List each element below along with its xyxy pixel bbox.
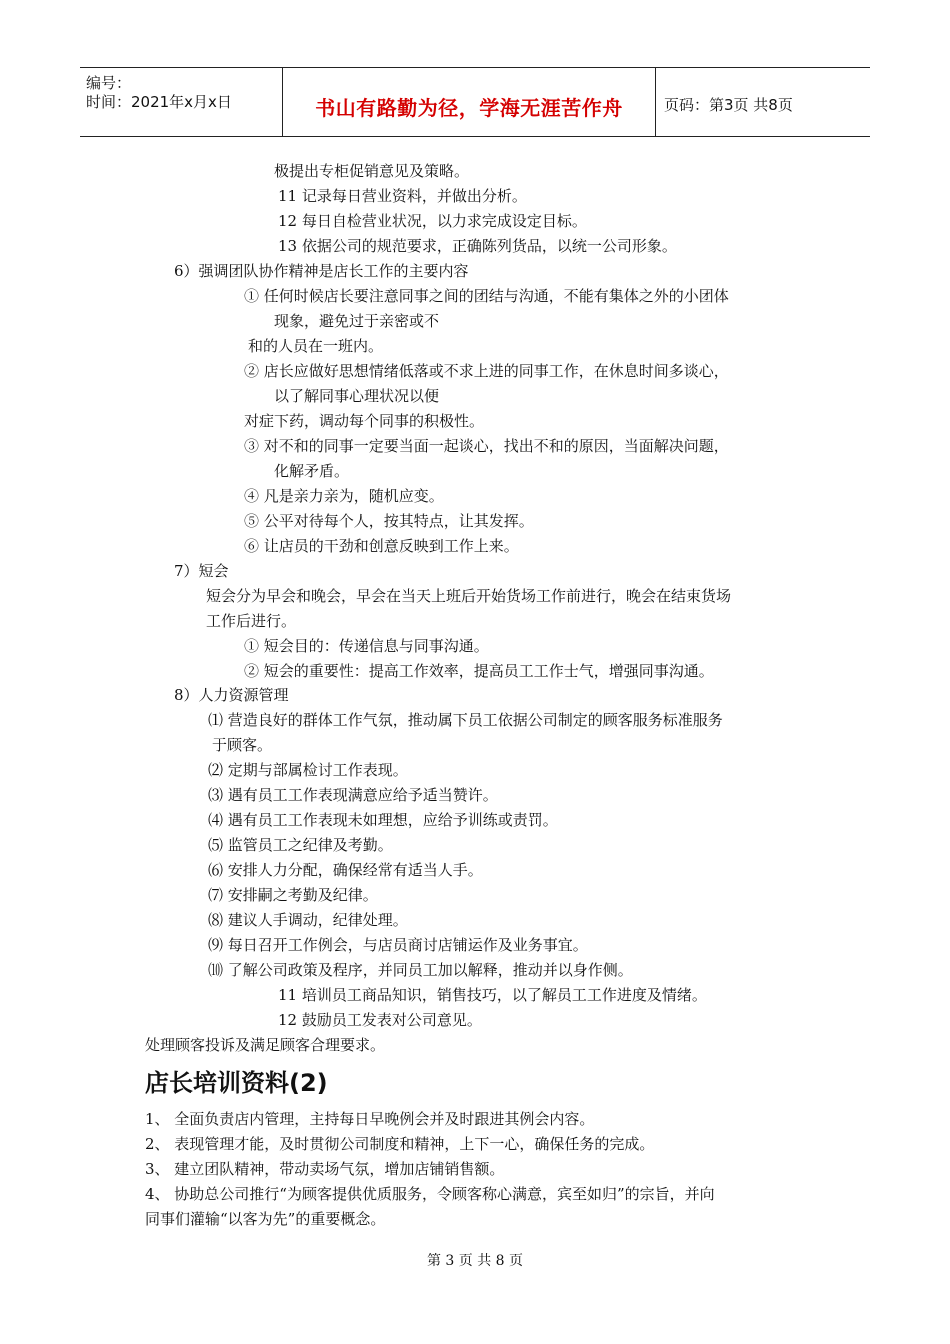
text-line: 短会分为早会和晚会，早会在当天上班后开始货场工作前进行，晚会在结束货场 — [206, 587, 732, 605]
list-item: ⑸ 监管员工之纪律及考勤。 — [208, 836, 393, 854]
text-line: 于顾客。 — [212, 736, 273, 754]
list-item: 11 记录每日营业资料，并做出分析。 — [278, 187, 527, 205]
text-line: 极提出专柜促销意见及策略。 — [274, 162, 470, 180]
section-heading: 6）强调团队协作精神是店长工作的主要内容 — [174, 262, 469, 280]
list-item: 3、 建立团队精神，带动卖场气氛，增加店铺销售额。 — [145, 1160, 505, 1178]
list-item: ⑷ 遇有员工工作表现未如理想，应给予训练或责罚。 — [208, 811, 558, 829]
list-item: 12 每日自检营业状况，以力求完成设定目标。 — [278, 212, 587, 230]
list-item: ① 短会目的：传递信息与同事沟通。 — [244, 637, 489, 655]
text-line: 和的人员在一班内。 — [248, 337, 384, 355]
list-item: ② 短会的重要性：提高工作效率，提高员工工作士气，增强同事沟通。 — [244, 662, 714, 680]
list-item: 2、 表现管理才能，及时贯彻公司制度和精神，上下一心，确保任务的完成。 — [145, 1135, 655, 1153]
text-line: 现象，避免过于亲密或不 — [274, 312, 440, 330]
document-date: 时间：2021年x月x日 — [86, 93, 232, 111]
list-item: ⑹ 安排人力分配，确保经常有适当人手。 — [208, 861, 483, 879]
text-line: 对症下药，调动每个同事的积极性。 — [244, 412, 485, 430]
text-line: 工作后进行。 — [206, 612, 297, 630]
page-number: 页码：第3页 共8页 — [664, 96, 793, 114]
list-item: ⑻ 建议人手调动，纪律处理。 — [208, 911, 408, 929]
list-item: ⑴ 营造良好的群体工作气氛，推动属下员工依据公司制定的顾客服务标准服务 — [208, 711, 723, 729]
list-item: 1、 全面负责店内管理，主持每日早晚例会并及时跟进其例会内容。 — [145, 1110, 595, 1128]
list-item: ③ 对不和的同事一定要当面一起谈心，找出不和的原因，当面解决问题， — [244, 437, 729, 455]
list-item: ⑼ 每日召开工作例会，与店员商讨店铺运作及业务事宜。 — [208, 936, 588, 954]
page-footer: 第 3 页 共 8 页 — [426, 1253, 524, 1269]
list-item: 4、 协助总公司推行“为顾客提供优质服务，令顾客称心满意，宾至如归”的宗旨，并向 — [145, 1185, 715, 1203]
list-item: ⑤ 公平对待每个人，按其特点，让其发挥。 — [244, 512, 534, 530]
list-item: ① 任何时候店长要注意同事之间的团结与沟通，不能有集体之外的小团体 — [244, 287, 729, 305]
header-meta-cell — [80, 68, 283, 136]
section-heading: 7）短会 — [174, 562, 229, 580]
text-line: 以了解同事心理状况以便 — [274, 387, 440, 405]
list-item: ⑺ 安排嗣之考勤及纪律。 — [208, 886, 378, 904]
text-line: 处理顾客投诉及满足顾客合理要求。 — [145, 1036, 386, 1054]
header-page-cell — [656, 68, 870, 136]
list-item: ⑽ 了解公司政策及程序，并同员工加以解释，推动并以身作侧。 — [208, 961, 633, 979]
list-item: 13 依据公司的规范要求，正确陈列货品，以统一公司形象。 — [278, 237, 677, 255]
page-header — [80, 67, 870, 137]
motto: 书山有路勤为径，学海无涯苦作舟 — [315, 96, 623, 120]
list-item: ⑥ 让店员的干劲和创意反映到工作上来。 — [244, 537, 519, 555]
list-item: ④ 凡是亲力亲为，随机应变。 — [244, 487, 444, 505]
section-heading: 8）人力资源管理 — [174, 686, 289, 704]
list-item: 12 鼓励员工发表对公司意见。 — [278, 1011, 482, 1029]
list-item: ⑵ 定期与部属检讨工作表现。 — [208, 761, 408, 779]
header-motto-cell — [283, 68, 656, 136]
section-title: 店长培训资料(2) — [145, 1069, 328, 1097]
list-item: ② 店长应做好思想情绪低落或不求上进的同事工作，在休息时间多谈心， — [244, 362, 729, 380]
text-line: 化解矛盾。 — [274, 462, 350, 480]
document-number: 编号： — [86, 74, 132, 92]
list-item: 11 培训员工商品知识，销售技巧，以了解员工工作进度及情绪。 — [278, 986, 707, 1004]
list-item: ⑶ 遇有员工工作表现满意应给予适当赞许。 — [208, 786, 498, 804]
text-line: 同事们灌输“以客为先”的重要概念。 — [145, 1210, 386, 1228]
